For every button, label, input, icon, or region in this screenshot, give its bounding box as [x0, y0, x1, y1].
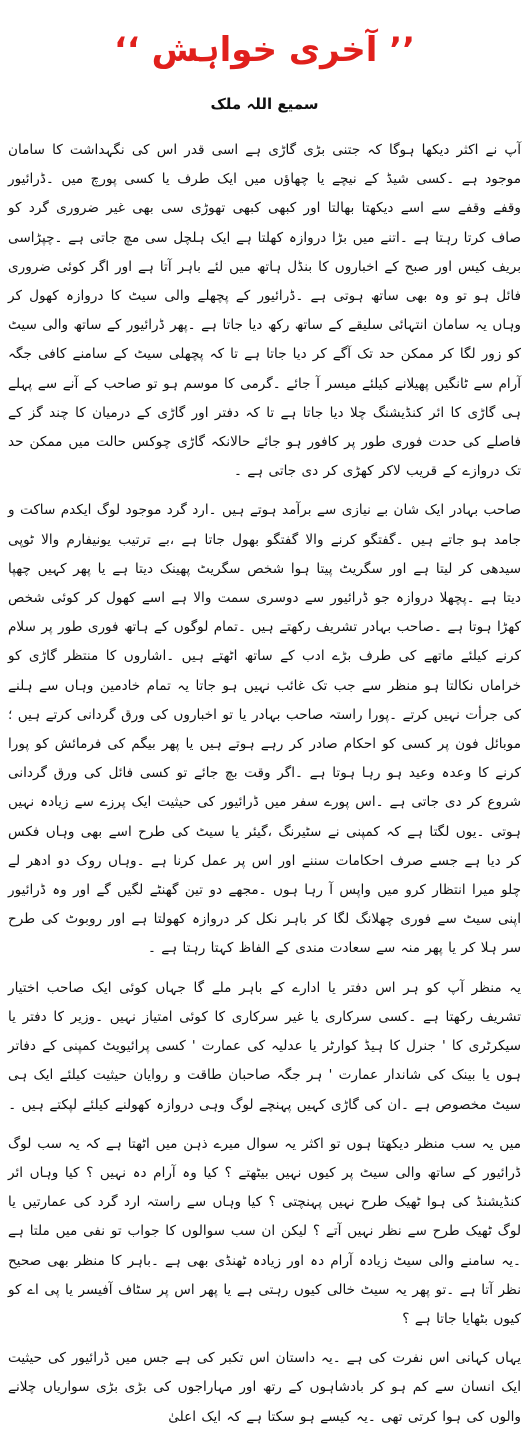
paragraph: یہاں کہانی اس نفرت کی ہے ۔یہ داستان اس تکبر کی ہے جس میں ڈرائیور کی حیثیت ایک انسان سے کم ہو کر بادشاہوں کے رتھ اور مہاراجوں کی بڑی بڑی سواریاں چلانے والوں کی ہوا کرتی تھی ۔یہ کیسے ہو سکتا ہے کہ ایک اعلیٰ — [8, 1350, 521, 1425]
author-name: سمیع اللہ ملک — [210, 95, 319, 113]
paragraph: آپ نے اکثر دیکھا ہوگا کہ جتنی بڑی گاڑی ہے اسی قدر اس کی نگہداشت کا سامان موجود ہے ۔کسی شیڈ کے نیچے یا چھاؤں میں ایک طرف یا کسی پورچ میں ۔ڈرائیور وقفے وقفے سے اسے دیکھتا بھالتا اور کبھی کبھی تھوڑی سی بھی غیر ضروری گرد کو صاف کرتا رہتا ہے ۔اتنے میں بڑا دروازہ کھلتا ہے ایک ہلچل سی مچ جاتی ہے ۔چپڑاسی بریف کیس اور صبح کے اخباروں کا بنڈل ہاتھ میں لئے باہر آتا ہے اور اگر کوئی ضروری فائل ہو تو وہ بھی ساتھ ہوتی ہے ۔ڈرائیور کے پچھلے والی سیٹ کا دروازہ کھول کر وہاں یہ سامان انتہائی سلیقے کے ساتھ رکھ دیا جاتا ہے ۔پھر ڈرائیور کے ساتھ والی سیٹ کو زور لگا کر ممکن حد تک آگے کر دیا جاتا ہے تا کہ پچھلی سیٹ کے سامنے کافی جگہ آرام سے ٹانگیں پھیلانے کیلئے میسر آ جائے ۔گرمی کا موسم ہو تو صاحب کے آنے سے پہلے ہی گاڑی کا ائر کنڈیشنگ چلا دیا جاتا ہے تا کہ دفتر اور گاڑی کے درمیان کا چند گز کے فاصلے کی حدت فوری طور پر کافور ہو جائے حالانکہ گاڑی چوکس حالت میں ممکن حد تک دروازے کے قریب لاکر کھڑی کر دی جاتی ہے ۔ — [8, 142, 521, 480]
paragraph: صاحب بہادر ایک شان بے نیازی سے برآمد ہوتے ہیں ۔ارد گرد موجود لوگ ایکدم ساکت و جامد ہو جاتے ہیں ۔گفتگو کرنے والا گفتگو بھول جاتا ہے ،بے ترتیب یونیفارم والا ٹوپی سیدھی کر لیتا ہے اور سگریٹ پیتا ہوا شخص سگریٹ پھینک دیتا ہے یا پھر کہیں چھپا دیتا ہے ۔پچھلا دروازہ جو ڈرائیور سے دوسری سمت والا ہے اسے کھول کر کوئی شخص کھڑا ہوتا ہے ۔صاحب بہادر تشریف رکھتے ہیں ۔تمام لوگوں کے ہاتھ فوری طور پر سلام کرنے کیلئے ماتھے کی طرف بڑے ادب کے ساتھ اٹھتے ہیں ۔اشاروں کا منتظر گاڑی کو خراماں نکالتا ہو منظر سے جب تک غائب نہیں ہو جاتا یہ تمام خادمین وہاں سے ہلنے کی جرأت نہیں کرتے ۔پورا راستہ صاحب بہادر یا تو اخباروں کی ورق گردانی کرتے ہیں ؛ موبائل فون پر کسی کو احکام صادر کر رہے ہوتے ہیں یا پھر بیگم کی فرمائش کو پورا کرنے کا وعدہ وعید ہو رہا ہوتا ہے ۔اگر وقت بچ جائے تو کسی فائل کی ورق گردانی شروع کر دی جاتی ہے ۔اس پورے سفر میں ڈرائیور کی حیثیت ایک پرزے سے زیادہ نہیں ہوتی ۔یوں لگتا ہے کہ کمپنی نے سٹیرنگ ،گیئر یا سیٹ کی طرح اسے بھی وہاں فکس کر دیا ہے جسے صرف احکامات سننے اور اس پر عمل کرنا ہے ۔وہاں روک دو ادھر لے چلو میرا انتظار کرو میں واپس آ رہا ہوں ۔مجھے دو تین گھنٹے لگیں گے اور وہ ڈرائیور اپنی سیٹ سے فوری چھلانگ لگا کر باہر نکل کر دروازہ کھولتا ہے اور روبوٹ کی طرح سر ہلا کر یا پھر منہ سے سعادت مندی کے الفاظ کہتا رہتا ہے ۔ — [8, 502, 521, 957]
article-title: ’’ آخری خواہش ‘‘ — [113, 30, 416, 70]
article-page — [0, 28, 529, 1425]
paragraph: میں یہ سب منظر دیکھتا ہوں تو اکثر یہ سوال میرے ذہن میں اٹھتا ہے کہ یہ سب لوگ ڈرائیور کے ساتھ والی سیٹ پر کیوں نہیں بیٹھتے ؟ کیا وہ آرام دہ نہیں ؟ کیا وہاں ائر کنڈیشنڈ کی ہوا ٹھیک طرح نہیں پہنچتی ؟ کیا وہاں سے راستہ ارد گرد کی عمارتیں یا لوگ ٹھیک طرح سے نظر نہیں آتے ؟ لیکن ان سب سوالوں کا جواب تو نفی میں ملتا ہے ۔یہ سامنے والی سیٹ زیادہ آرام دہ اور زیادہ ٹھنڈی بھی ہے ۔باہر کا منظر بھی صحیح نظر آتا ہے ۔تو پھر یہ سیٹ خالی کیوں رہتی ہے یا پھر اس پر سٹاف آفیسر یا پی اے کو کیوں بٹھایا جاتا ہے ؟ — [8, 1135, 521, 1327]
paragraph: یہ منظر آپ کو ہر اس دفتر یا ادارے کے باہر ملے گا جہاں کوئی ایک صاحب اختیار تشریف رکھتا ہے ۔کسی سرکاری یا غیر سرکاری کا کوئی امتیاز نہیں ۔وزیر کا دفتر یا سیکرٹری کا ' جنرل کا ہیڈ کوارٹر یا عدلیہ کی عمارت ' کسی پرائیویٹ کمپنی کے دفاتر ہوں یا بینک کی شاندار عمارت ' ہر جگہ صاحبان طاقت و روایان حیثیت کیلئے ایک ہی سیٹ مخصوص ہے ۔ان کی گاڑی کہیں پہنچے لوگ وہی دروازہ کھولنے کیلئے لپکتے ہیں ۔ — [8, 979, 521, 1113]
article-body — [8, 136, 521, 1432]
